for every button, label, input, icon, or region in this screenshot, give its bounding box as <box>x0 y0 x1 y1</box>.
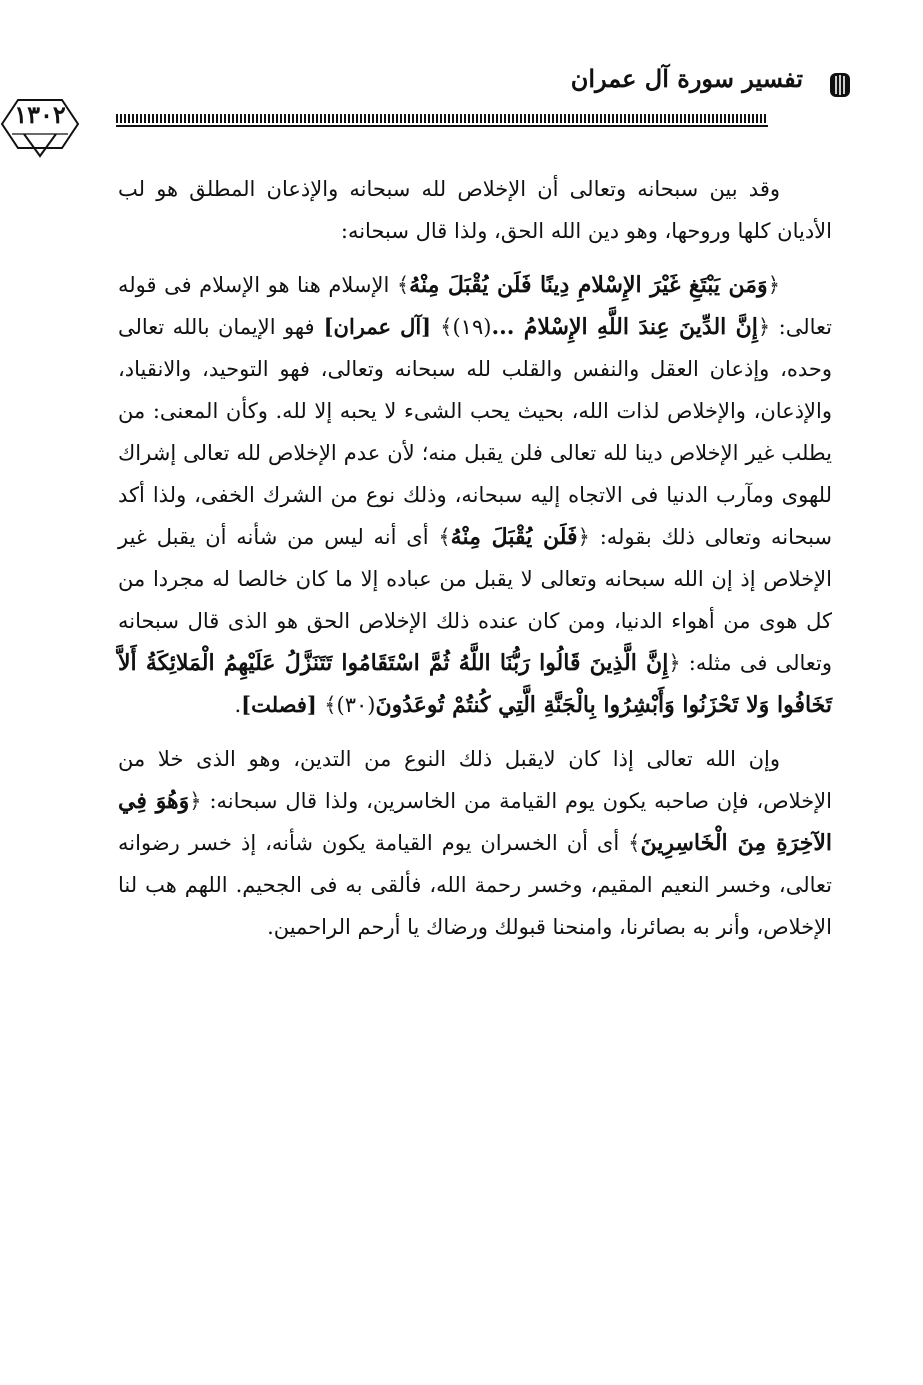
header-rule-line <box>116 125 768 127</box>
text: فهو الإيمان بالله تعالى وحده، وإذعان العقل والنفس والقلب لله سبحانه وتعالى، فهو التوحيد، والانقياد، والإذعان، والإخلاص لذات الله، بحيث يحب الشىء لا يحبه إلا لله. وكأن المعنى: من يطلب غير الإخلاص دينا لله تعالى فلن يقبل منه؛ لأن عدم الإخلاص لله تعالى إشراك للهوى ومآرب الدنيا فى الاتجاه إليه سبحانه، وذلك نوع من الشرك الخفى، ولذا أكد سبحانه وتعالى ذلك بقوله: <box>118 315 833 549</box>
quran-bracket-open: ﴿ <box>189 789 202 813</box>
quran-bracket-open: ﴿ <box>757 315 771 339</box>
quran-bracket-close: ﴾ <box>324 693 337 717</box>
quran-verse: وَهُوَ فِي الآخِرَةِ مِنَ الْخَاسِرِينَ <box>118 788 832 856</box>
paragraph-2 <box>118 264 832 726</box>
quran-verse: إِنَّ الدِّينَ عِندَ اللَّهِ الإِسْلامُ ... <box>491 314 758 340</box>
verse-number: (٣٠) <box>336 693 376 717</box>
text: أى أنه ليس من شأنه أن يقبل غير الإخلاص إذ إن الله سبحانه وتعالى لا يقبل من عباده إلا ما كان خالصا له مجردا من كل هوى من أهواء الدنيا، ومن كان عنده ذلك الإخلاص الحق هو الذى قال سبحانه وتعالى فى مثله: <box>118 525 832 675</box>
quran-bracket-close: ﴾ <box>440 315 453 339</box>
quran-bracket-open: ﴿ <box>577 525 590 549</box>
paragraph-3 <box>118 738 832 948</box>
page-header <box>0 0 923 160</box>
quran-bracket-close: ﴾ <box>628 831 641 855</box>
quran-verse: فَلَن يُقْبَلَ مِنْهُ <box>450 524 578 550</box>
quran-bracket-open: ﴿ <box>668 651 681 675</box>
page-body <box>118 168 832 948</box>
flower-ornament-icon <box>827 70 853 100</box>
text: . <box>234 693 242 717</box>
text: وقد بين سبحانه وتعالى أن الإخلاص لله سبحانه والإذعان المطلق هو لب الأديان كلها وروحها، وهو دين الله الحق، ولذا قال سبحانه: <box>118 177 832 243</box>
quran-verse: إِنَّ الَّذِينَ قَالُوا رَبُّنَا اللَّهُ ثُمَّ اسْتَقَامُوا تَتَنَزَّلُ عَلَيْهِمُ الْمَلائِكَةُ أَلاَّ تَخَافُوا وَلا تَحْزَنُوا وَأَبْشِرُوا بِالْجَنَّةِ الَّتِي كُنتُمْ تُوعَدُونَ <box>118 650 832 718</box>
quran-bracket-close: ﴾ <box>396 273 410 297</box>
quran-verse: وَمَن يَبْتَغِ غَيْرَ الإِسْلامِ دِينًا فَلَن يُقْبَلَ مِنْهُ <box>409 272 768 298</box>
surah-reference: [آل عمران] <box>314 314 441 339</box>
verse-number: (١٩) <box>452 315 492 339</box>
surah-reference: [فصلت] <box>241 692 325 717</box>
text: الإسلام هنا هو الإسلام فى قوله تعالى: <box>118 273 832 339</box>
header-rule-ticks <box>116 114 768 123</box>
paragraph-1 <box>118 168 832 252</box>
page-number: ١٣٠٢ <box>14 100 66 129</box>
quran-bracket-close: ﴾ <box>438 525 451 549</box>
text: أى أن الخسران يوم القيامة يكون شأنه، إذ خسر رضوانه تعالى، وخسر النعيم المقيم، وخسر رحمة الله، فألقى به فى الجحيم. اللهم هب لنا الإخلاص، وأنر به بصائرنا، وامنحنا قبولك ورضاك يا أرحم الراحمين. <box>118 831 832 939</box>
quran-bracket-open: ﴿ <box>767 273 780 297</box>
text: وإن الله تعالى إذا كان لايقبل ذلك النوع من التدين، وهو الذى خلا من الإخلاص، فإن صاحبه يكون يوم القيامة من الخاسرين، ولذا قال سبحانه: <box>118 747 832 813</box>
running-title: تفسير سورة آل عمران <box>570 64 803 93</box>
